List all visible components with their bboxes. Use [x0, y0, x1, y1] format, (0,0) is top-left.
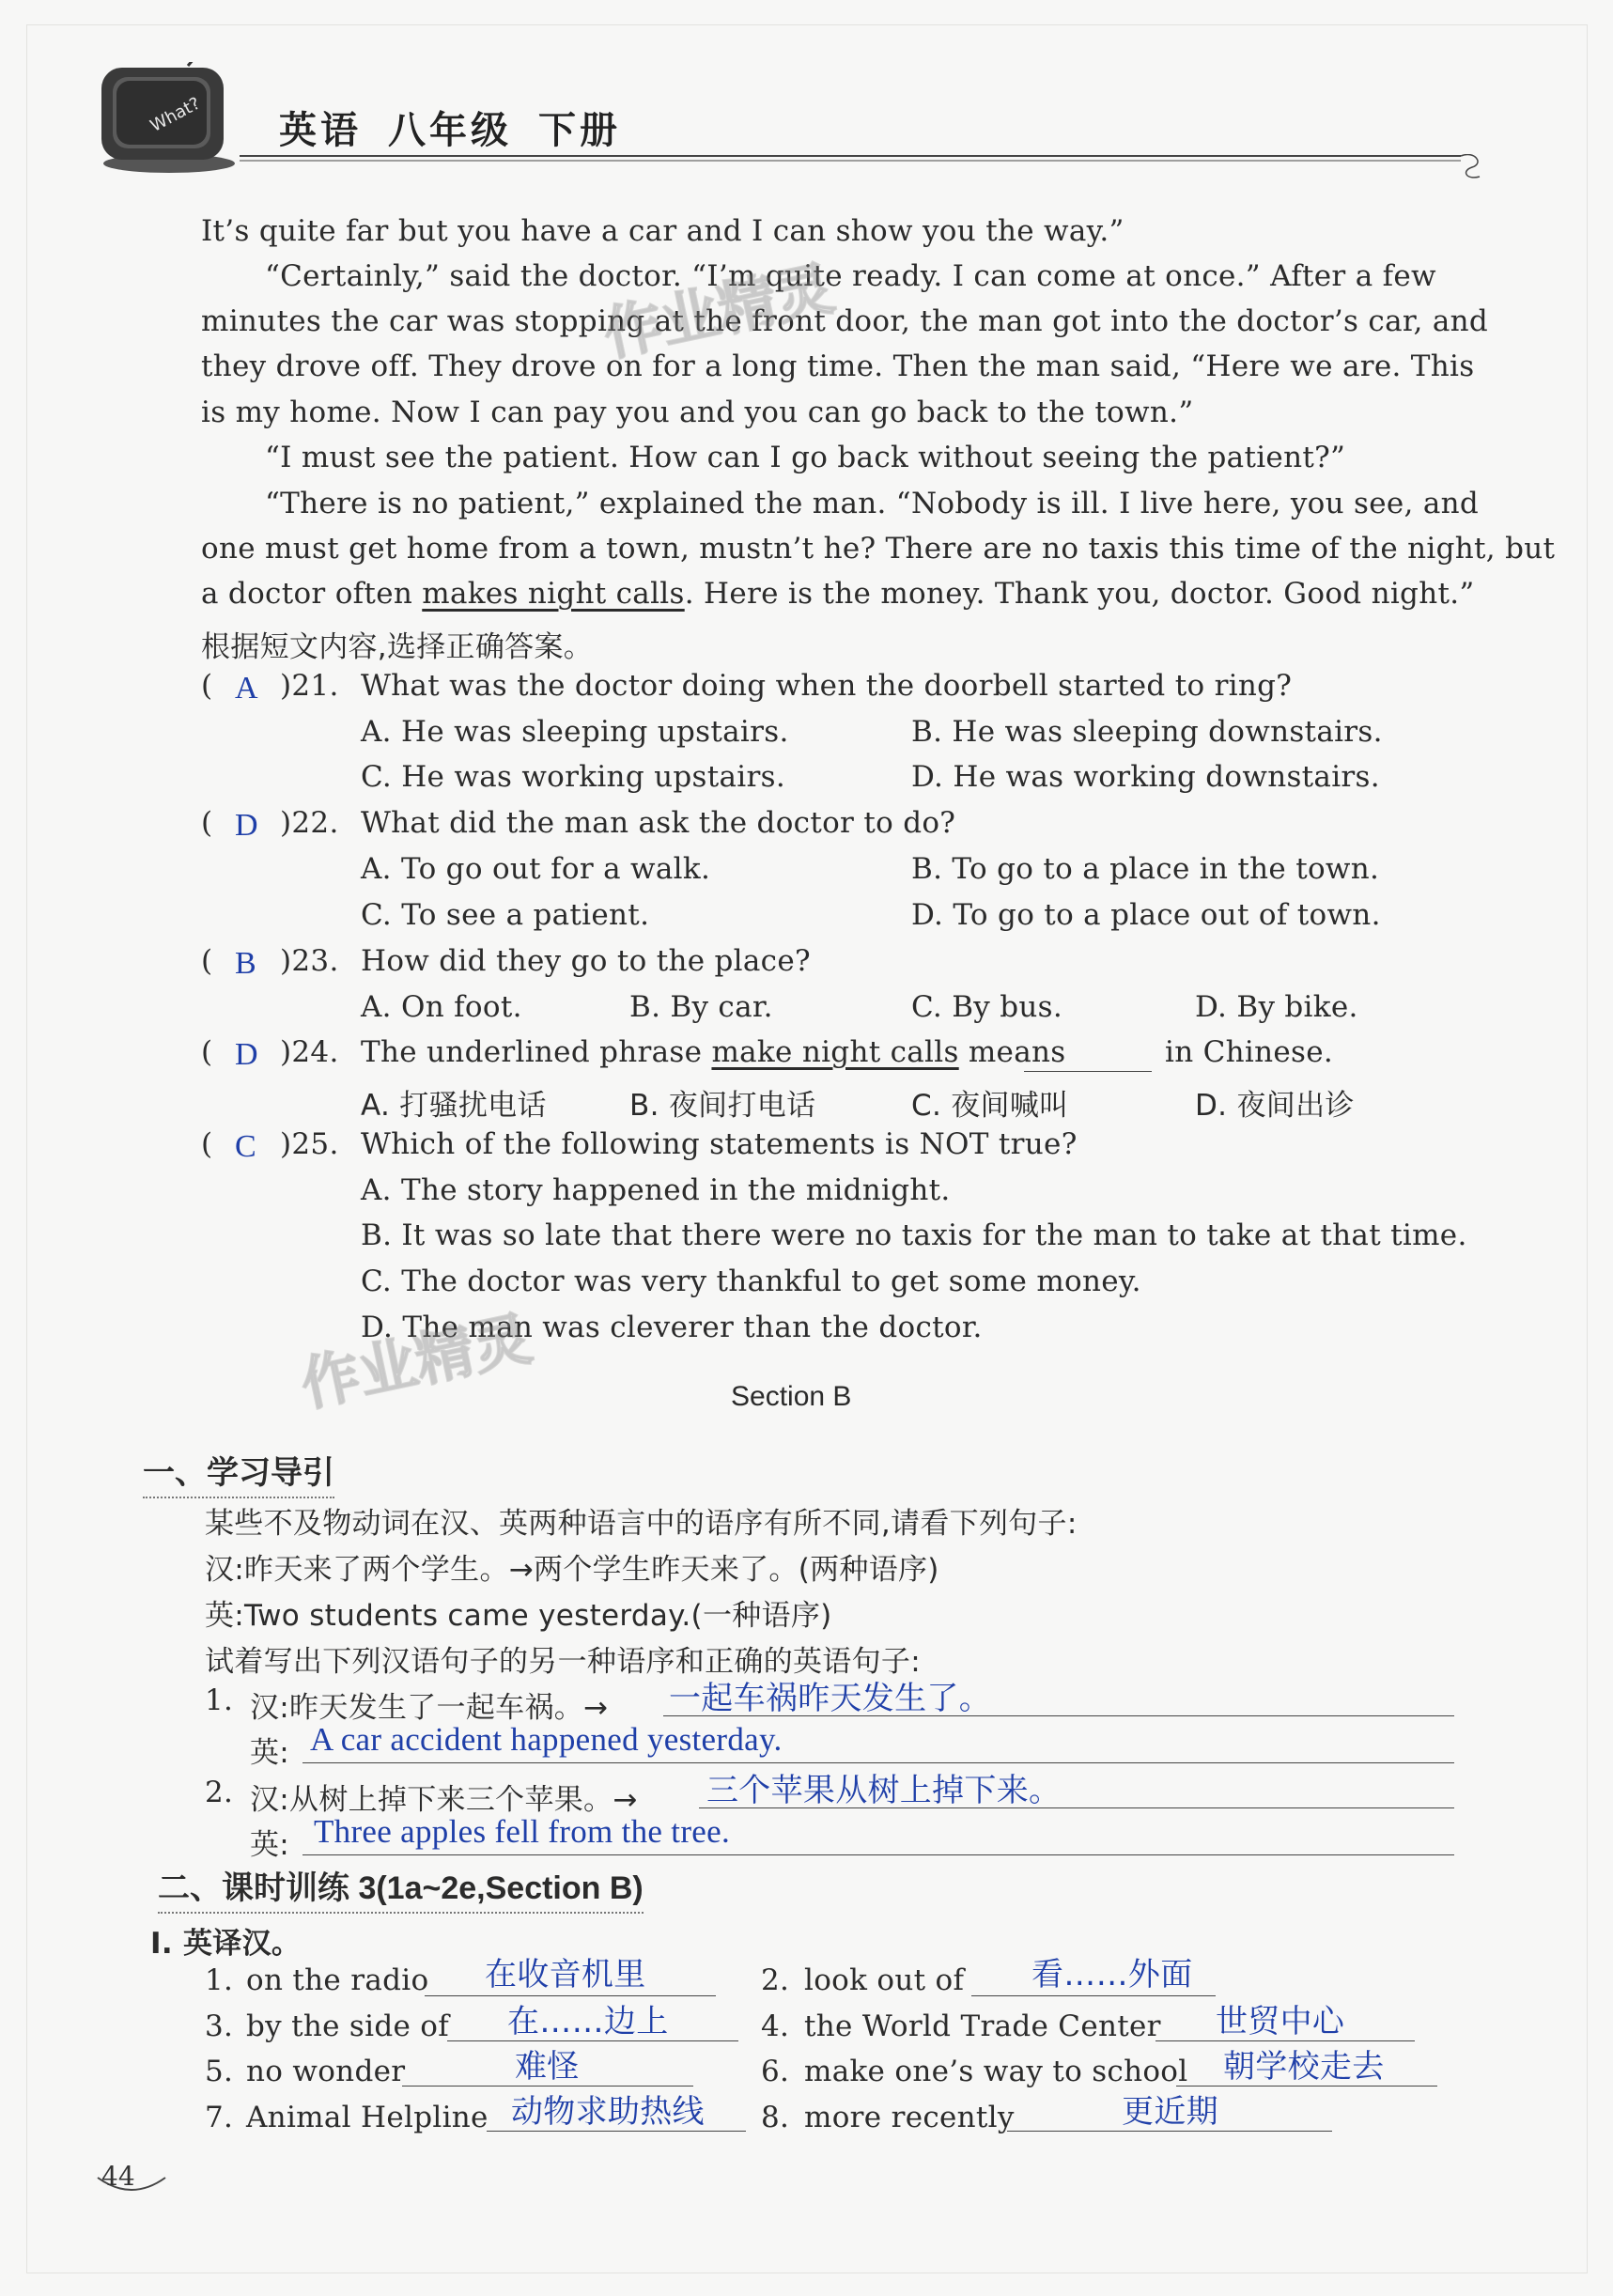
option-23-b: B. By car.: [629, 990, 773, 1024]
option-25-d: D. The man was cleverer than the doctor.: [361, 1311, 983, 1344]
watermark-middle: 作业精灵: [295, 1303, 537, 1419]
option-23-a: A. On foot.: [361, 990, 522, 1024]
instruction: 根据短文内容,选择正确答案。: [201, 630, 594, 664]
underlined-phrase: makes night calls: [422, 577, 685, 611]
training-5-num: 5.: [205, 2055, 234, 2088]
answer-paren-22: (: [201, 806, 213, 840]
training-1-num: 1.: [205, 1963, 234, 1997]
grade: 八年级: [388, 109, 512, 152]
option-22-d: D. To go to a place out of town.: [911, 898, 1381, 932]
answer-paren-25: (: [201, 1127, 213, 1161]
answer-23: B: [235, 946, 256, 981]
training-3-phrase: by the side of: [246, 2009, 450, 2043]
option-24-d: D. 夜间出诊: [1195, 1089, 1355, 1123]
passage-line-1: It’s quite far but you have a car and I can show you the way.”: [201, 214, 1124, 248]
question-stem-25: Which of the following statements is NOT true?: [361, 1127, 1078, 1161]
option-25-a: A. The story happened in the midnight.: [361, 1173, 951, 1207]
training-8-num: 8.: [761, 2101, 790, 2134]
training-sub-heading: Ⅰ. 英译汉。: [150, 1927, 302, 1961]
guide-heading: 一、学习导引: [143, 1447, 334, 1498]
passage-line-6: “I must see the patient. How can I go back without seeing the patient?”: [265, 441, 1346, 474]
guide-item-1-zh-label: 汉:昨天发生了一起车祸。→: [250, 1691, 609, 1725]
question-stem-24: The underlined phrase make night calls means: [361, 1035, 1066, 1069]
training-3-num: 3.: [205, 2009, 234, 2043]
guide-item-1-en-label: 英:: [250, 1736, 290, 1770]
training-4-answer: 世贸中心: [1216, 2003, 1345, 2040]
header-rule: [240, 154, 1489, 182]
option-22-b: B. To go to a place in the town.: [911, 852, 1380, 886]
guide-item-2-zh-answer: 三个苹果从树上掉下来。: [706, 1772, 1062, 1809]
option-21-d: D. He was working downstairs.: [911, 760, 1380, 794]
training-1-phrase: on the radio: [246, 1963, 429, 1997]
option-21-a: A. He was sleeping upstairs.: [361, 715, 789, 749]
volume: 下册: [538, 109, 621, 152]
option-22-a: A. To go out for a walk.: [361, 852, 711, 886]
answer-21: A: [235, 671, 258, 706]
training-7-num: 7.: [205, 2101, 234, 2134]
option-21-b: B. He was sleeping downstairs.: [911, 715, 1383, 749]
question-number-24: )24.: [280, 1035, 339, 1069]
tv-logo-icon: [94, 62, 235, 175]
subject: 英语: [279, 109, 362, 152]
watermark-top: 作业精灵: [597, 253, 840, 369]
guide-line-4: 试着写出下列汉语句子的另一种语序和正确的英语句子:: [205, 1645, 921, 1679]
passage-line-9: a doctor often makes night calls. Here is the money. Thank you, doctor. Good night.”: [201, 577, 1475, 611]
training-7-blank: [487, 2131, 746, 2132]
guide-item-1-en-blank: [302, 1762, 1454, 1763]
training-7-phrase: Animal Helpline: [246, 2101, 489, 2134]
training-5-phrase: no wonder: [246, 2055, 406, 2088]
training-2-num: 2.: [761, 1963, 790, 1997]
passage-line-8: one must get home from a town, mustn’t he? There are no taxis this time of the night, but: [201, 532, 1556, 566]
guide-line-1: 某些不及物动词在汉、英两种语言中的语序有所不同,请看下列句子:: [205, 1507, 1078, 1541]
option-24-a: A. 打骚扰电话: [361, 1089, 547, 1123]
guide-item-1-num: 1.: [205, 1683, 234, 1717]
training-6-phrase: make one’s way to school: [804, 2055, 1188, 2088]
answer-24: D: [235, 1037, 258, 1072]
training-4-num: 4.: [761, 2009, 790, 2043]
option-24-b: B. 夜间打电话: [629, 1089, 816, 1123]
question-number-23: )23.: [280, 944, 339, 978]
guide-line-2: 汉:昨天来了两个学生。→两个学生昨天来了。(两种语序): [205, 1553, 939, 1587]
training-6-answer: 朝学校走去: [1223, 2048, 1385, 2086]
training-2-answer: 看……外面: [1031, 1956, 1193, 1993]
question-stem-22: What did the man ask the doctor to do?: [361, 806, 956, 840]
guide-item-2-num: 2.: [205, 1776, 234, 1809]
answer-paren-24: (: [201, 1035, 213, 1069]
question-stem-21: What was the doctor doing when the doorbell started to ring?: [361, 669, 1293, 703]
training-8-phrase: more recently: [804, 2101, 1015, 2134]
passage-line-2: “Certainly,” said the doctor. “I’m quite ready. I can come at once.” After a few: [265, 259, 1436, 293]
passage-line-5: is my home. Now I can pay you and you can go back to the town.”: [201, 396, 1194, 429]
answer-blank-24: [1024, 1071, 1152, 1072]
training-4-phrase: the World Trade Center: [804, 2009, 1161, 2043]
training-8-answer: 更近期: [1122, 2093, 1218, 2131]
passage-line-7: “There is no patient,” explained the man. “Nobody is ill. I live here, you see, and: [265, 487, 1480, 520]
training-3-answer: 在……边上: [507, 2003, 669, 2040]
guide-item-1-zh-answer: 一起车祸昨天发生了。: [669, 1680, 991, 1717]
answer-25: C: [235, 1129, 256, 1164]
training-8-blank: [1007, 2131, 1332, 2132]
passage-line-3: minutes the car was stopping at the front door, the man got into the doctor’s car, and: [201, 304, 1489, 338]
answer-paren-23: (: [201, 944, 213, 978]
option-25-b: B. It was so late that there were no taxis for the man to take at that time.: [361, 1218, 1467, 1252]
training-5-answer: 难怪: [515, 2048, 580, 2086]
guide-item-1-en-answer: A car accident happened yesterday.: [310, 1721, 783, 1758]
training-6-num: 6.: [761, 2055, 790, 2088]
question-number-22: )22.: [280, 806, 339, 840]
question-stem-23: How did they go to the place?: [361, 944, 811, 978]
option-21-c: C. He was working upstairs.: [361, 760, 785, 794]
guide-line-3: 英:Two students came yesterday.(一种语序): [205, 1599, 832, 1633]
option-23-d: D. By bike.: [1195, 990, 1358, 1024]
training-heading: 二、课时训练 3(1a~2e,Section B): [158, 1862, 644, 1914]
option-25-c: C. The doctor was very thankful to get some money.: [361, 1264, 1141, 1298]
question-number-25: )25.: [280, 1127, 339, 1161]
section-b-title: Section B: [731, 1381, 852, 1412]
training-1-answer: 在收音机里: [485, 1956, 646, 1993]
guide-item-2-zh-label: 汉:从树上掉下来三个苹果。→: [250, 1783, 638, 1817]
question-number-21: )21.: [280, 669, 339, 703]
training-7-answer: 动物求助热线: [511, 2093, 705, 2131]
page-number: 44: [101, 2161, 135, 2192]
logo-text: What?: [147, 93, 204, 136]
option-22-c: C. To see a patient.: [361, 898, 650, 932]
book-title: [279, 101, 647, 154]
answer-paren-21: (: [201, 669, 213, 703]
training-3-blank: [447, 2040, 738, 2041]
training-2-blank: [971, 1995, 1216, 1996]
guide-item-2-en-label: 英:: [250, 1828, 290, 1862]
guide-item-2-en-blank: [302, 1854, 1454, 1855]
question-stem-24-end: in Chinese.: [1165, 1035, 1334, 1069]
training-2-phrase: look out of: [804, 1963, 965, 1997]
passage-line-4: they drove off. They drove on for a long time. Then the man said, “Here we are. This: [201, 349, 1475, 383]
guide-item-2-zh-blank: [699, 1807, 1454, 1808]
underlined-phrase-q24: make night calls: [711, 1035, 959, 1069]
answer-22: D: [235, 808, 258, 843]
guide-item-1-zh-blank: [663, 1715, 1454, 1716]
guide-item-2-en-answer: Three apples fell from the tree.: [314, 1813, 730, 1850]
option-24-c: C. 夜间喊叫: [911, 1089, 1069, 1123]
option-23-c: C. By bus.: [911, 990, 1063, 1024]
